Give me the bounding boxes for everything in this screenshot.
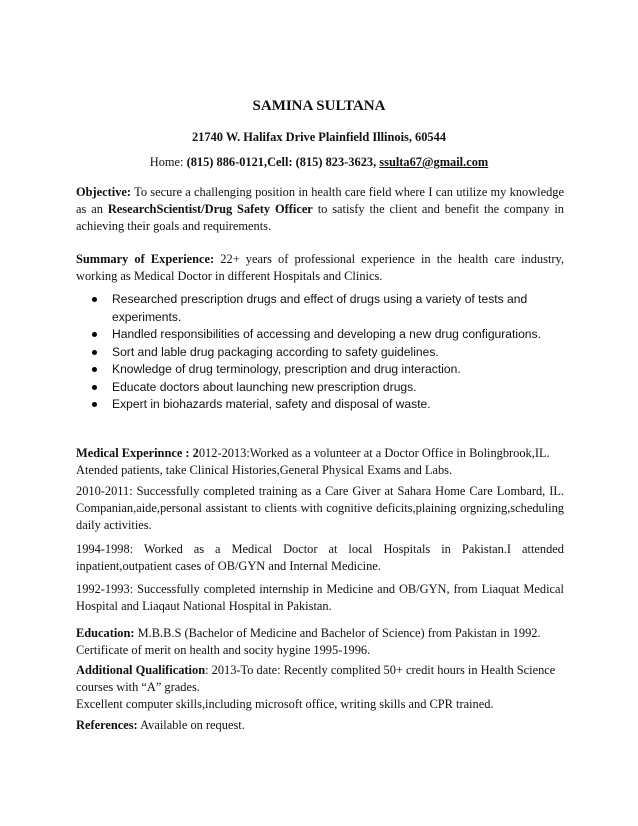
references-text: Available on request. [137, 718, 245, 732]
bullet-text: Educate doctors about launching new prescription drugs. [112, 379, 417, 394]
education-text: M.B.B.S (Bachelor of Medicine and Bachelor of Science) from Pakistan in 1992. [134, 626, 541, 640]
objective-text-end: to satisfy the client and benefit the company in achieving their goals and requirements. [76, 202, 564, 233]
medical-entry: 012-2013:Worked as a volunteer at a Doctor Office in Bolingbrook,IL. Atended patients, take Clinical Histories,General Physical Exams and Labs. [76, 446, 550, 477]
objective-text: To secure a challenging position in health care field where I can utilize my knowledge as an [76, 185, 564, 216]
bullet-item [90, 326, 562, 344]
bullet-text: Knowledge of drug terminology, prescription and drug interaction. [112, 362, 461, 376]
education-label: Education: [76, 626, 135, 640]
education-certificate: Certificate of merit on health and socity hygine 1995-1996. [76, 643, 371, 657]
address: 21740 W. Halifax Drive Plainfield Illinois, 60544 [191, 130, 447, 144]
summary-label: Summary of Experience: [76, 252, 215, 266]
additional-skills: Excellent computer skills,including microsoft office, writing skills and CPR trained. [76, 697, 494, 711]
summary-text: 22+ years of professional experience in the health care industry, working as Medical Doctor in different Hospitals and Clinics. [76, 252, 564, 283]
bullet-dot-icon [92, 402, 97, 407]
resume-name: SAMINA SULTANA [252, 98, 386, 114]
bullet-item [90, 396, 562, 414]
medical-entry-block [76, 581, 564, 615]
bullet-dot-icon [92, 297, 97, 302]
education-section [76, 625, 564, 659]
bullet-item [90, 344, 562, 362]
medical-entry-block [76, 541, 564, 575]
references-section [76, 717, 564, 734]
medical-entry: 1992-1993: Successfully completed internship in Medicine and OB/GYN, from Liaquat Medical Hospital and Liaqaut National Hospital in Pakistan. [76, 582, 564, 613]
medical-entry: 2010-2011: Successfully completed training as a Care Giver at Sahara Home Care Lombard, IL. Companian,aide,personal assistant to clients with cognitive deficits,plaining orgnizing,scheduling daily activities. [76, 484, 564, 532]
medical-entry: 1994-1998: Worked as a Medical Doctor at local Hospitals in Pakistan.I attended inpatient,outpatient cases of OB/GYN and Internal Medicine. [76, 542, 564, 573]
objective-label: Objective: [76, 185, 132, 199]
additional-text: : 2013-To date: Recently complited 50+ credit hours in Health Science courses with “A” grades. [76, 663, 556, 694]
bullet-dot-icon [92, 332, 97, 337]
objective-role: ResearchScientist/Drug Safety Officer [107, 202, 313, 216]
bullet-dot-icon [92, 350, 97, 355]
bullet-dot-icon [92, 385, 97, 390]
references-label: References: [76, 718, 138, 732]
additional-label: Additional Qualification [76, 663, 206, 677]
contact-line [0, 155, 638, 170]
objective-section [76, 184, 564, 235]
bullet-text: Handled responsibilities of accessing and developing a new drug configurations. [112, 327, 541, 341]
medical-entry-block [76, 483, 564, 534]
bullet-item [90, 291, 562, 326]
bullet-item [90, 379, 562, 397]
additional-section [76, 662, 564, 713]
phone-numbers: (815) 886-0121,Cell: (815) 823-3623, [186, 155, 380, 169]
bullet-text: Expert in biohazards material, safety and disposal of waste. [112, 397, 431, 411]
summary-bullets [90, 291, 562, 414]
summary-section [76, 251, 564, 285]
bullet-item [90, 361, 562, 379]
medical-experience-first [76, 445, 564, 479]
bullet-text: Researched prescription drugs and effect of drugs using a variety of tests and experiments. [112, 292, 528, 324]
bullet-text: Sort and lable drug packaging according to safety guidelines. [112, 344, 439, 359]
medical-label: Medical Experinnce : 2 [76, 446, 199, 460]
contact-prefix: Home: [149, 155, 187, 169]
email-link[interactable]: ssulta67@gmail.com [379, 155, 489, 169]
bullet-dot-icon [92, 367, 97, 372]
